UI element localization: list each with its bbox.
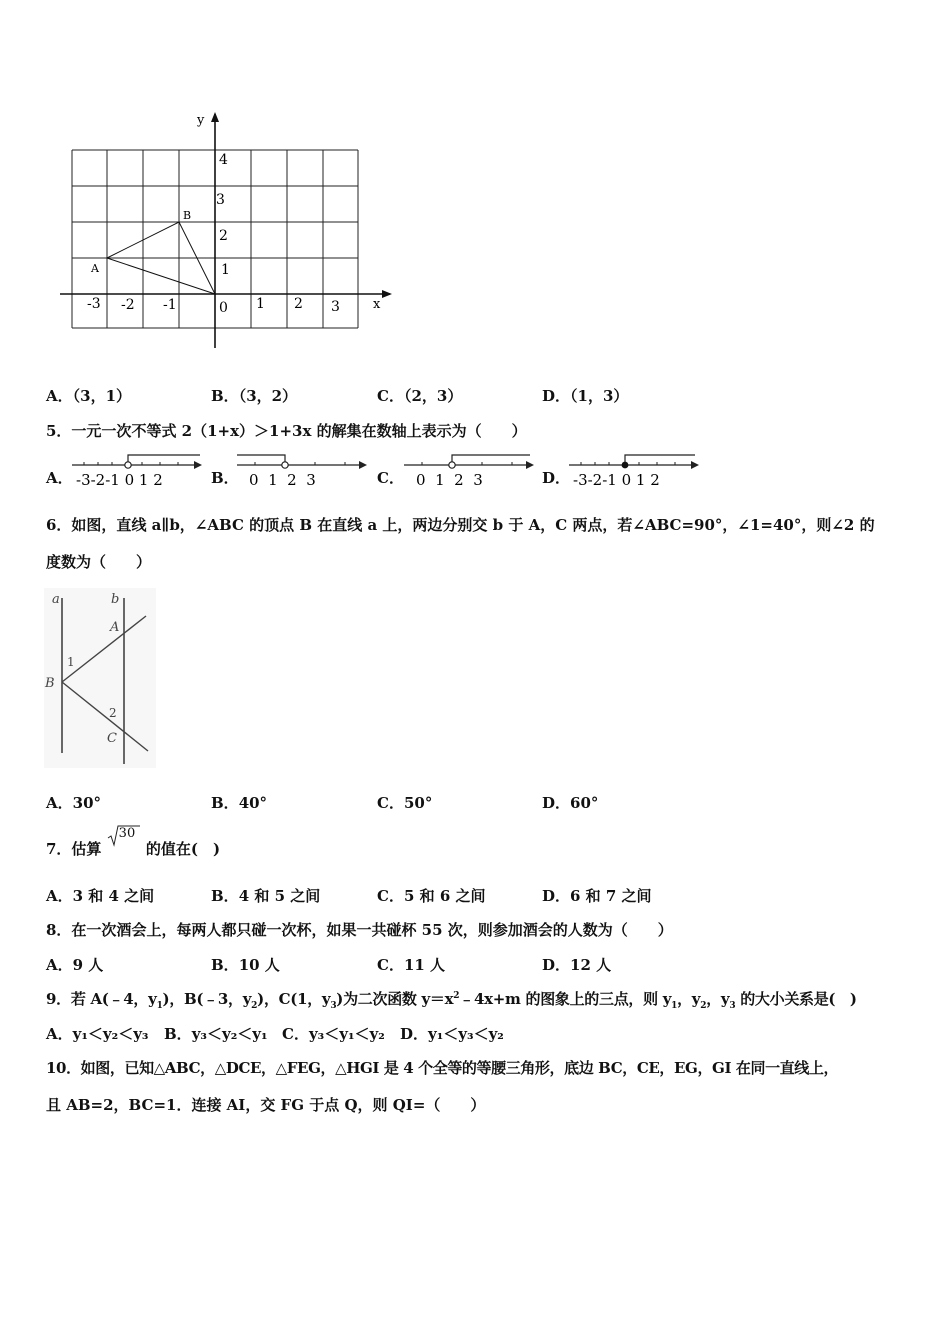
option-letter: A． [46, 887, 73, 905]
option-letter: B． [211, 956, 239, 974]
point-A-label: A [91, 262, 99, 275]
y-axis-label: y [197, 113, 205, 128]
q8-stem: 8．在一次酒会上，每两人都只碰一次杯，如果一共碰杯 55 次，则参加酒会的人数为（ ） [46, 921, 673, 939]
q9-option-d[interactable] [400, 1023, 504, 1044]
q10-stem-line1: 10．如图，已知△ABC，△DCE，△FEG，△HGI 是 4 个全等的等腰三角形，底边 BC，CE，EG，GI 在同一直线上， [46, 1059, 839, 1077]
radicand: 30 [118, 826, 136, 841]
option-text: 9 人 [72, 956, 104, 974]
option-letter: B． [211, 387, 239, 405]
q5-number-line-b[interactable] [235, 452, 370, 490]
option-text: 50° [403, 794, 433, 812]
x-tick-0: 0 [219, 300, 228, 316]
option-letter: A． [46, 387, 73, 405]
option-text: 40° [238, 794, 268, 812]
q9-sub: 1 [671, 1001, 678, 1011]
q4-option-d[interactable] [542, 385, 628, 406]
q9-stem [46, 988, 857, 1011]
label-a: a [52, 592, 60, 607]
x-tick-2: 2 [294, 296, 303, 312]
q6-stem-line2: 度数为（ ） [46, 553, 152, 571]
label-A: A [110, 620, 120, 635]
sqrt-30 [107, 826, 141, 854]
q9-text: )为二次函数 y＝x [336, 990, 454, 1008]
q7-option-a[interactable] [46, 885, 154, 906]
number-line-ticks: 0 1 2 3 [416, 471, 483, 489]
x-axis-label: x [373, 297, 381, 312]
q9-text: )，C(1，y [257, 990, 331, 1008]
number-line-ticks: 0 1 2 3 [249, 471, 316, 489]
q8-option-a[interactable] [46, 954, 103, 975]
option-text: 5 和 6 之间 [403, 887, 486, 905]
y-tick-1: 1 [221, 262, 230, 278]
q6-parallel-lines-figure [44, 588, 156, 768]
x-tick-3: 3 [331, 299, 340, 315]
q9-option-b[interactable] [164, 1023, 268, 1044]
option-letter: C． [377, 887, 404, 905]
x-tick-neg1: -1 [163, 297, 177, 313]
option-letter: D． [542, 794, 571, 812]
label-angle-1: 1 [67, 655, 75, 669]
q10-stem-line2: 且 AB=2，BC=1．连接 AI，交 FG 于点 Q，则 QI=（ ） [46, 1096, 486, 1114]
q5-number-line-d[interactable] [567, 452, 702, 490]
q8-option-b[interactable] [211, 954, 280, 975]
q6-option-a[interactable] [46, 792, 101, 813]
number-line-ticks: -3-2-1 0 1 2 [573, 471, 660, 489]
option-text: y₁＜y₃＜y₂ [428, 1025, 504, 1043]
q5-option-c-letter[interactable]: C． [377, 469, 404, 487]
option-text: 60° [570, 794, 599, 812]
option-letter: D． [542, 387, 571, 405]
option-text: 10 人 [238, 956, 280, 974]
option-letter: D． [400, 1025, 429, 1043]
option-text: 30° [72, 794, 102, 812]
x-tick-neg3: -3 [87, 296, 101, 312]
point-B-label: B [183, 209, 192, 222]
q5-stem: 5．一元一次不等式 2（1+x）＞1+3x 的解集在数轴上表示为（ ） [46, 422, 527, 440]
label-b: b [111, 592, 120, 607]
option-text: y₁＜y₂＜y₃ [72, 1025, 149, 1043]
q6-option-d[interactable] [542, 792, 598, 813]
y-tick-3: 3 [216, 192, 225, 208]
x-axis-arrow [382, 290, 392, 298]
option-text: 4 和 5 之间 [238, 887, 321, 905]
q8-option-d[interactable] [542, 954, 611, 975]
q7-option-d[interactable] [542, 885, 652, 906]
option-text: 11 人 [403, 956, 446, 974]
q4-option-a[interactable] [46, 385, 131, 406]
option-letter: D． [542, 887, 571, 905]
label-B: B [45, 676, 55, 691]
y-tick-2: 2 [219, 228, 228, 244]
q8-option-c[interactable] [377, 954, 445, 975]
label-C: C [107, 731, 117, 746]
q7-prefix: 7．估算 [46, 840, 102, 858]
option-text: （1，3） [570, 387, 629, 405]
q9-text: )，B(﹣3，y [162, 990, 252, 1008]
option-text: 3 和 4 之间 [72, 887, 155, 905]
q6-stem-line1: 6．如图，直线 a∥b，∠ABC 的顶点 B 在直线 a 上，两边分别交 b 于 A，C 两点，若∠ABC=90°，∠1=40°，则∠2 的 [46, 516, 875, 534]
q7-option-c[interactable] [377, 885, 486, 906]
option-letter: C． [377, 956, 404, 974]
q9-text: 9．若 A(﹣4，y [46, 990, 157, 1008]
q5-option-b-letter[interactable]: B． [211, 469, 239, 487]
x-tick-neg2: -2 [121, 297, 135, 313]
q9-sub: 3 [729, 1001, 736, 1011]
option-letter: B． [164, 1025, 192, 1043]
option-text: 12 人 [570, 956, 612, 974]
q9-sub: 2 [700, 1001, 707, 1011]
q9-sub: 3 [330, 1001, 337, 1011]
option-text: （2，3） [403, 387, 463, 405]
q9-sub: 2 [251, 1001, 258, 1011]
q5-number-line-c[interactable] [402, 452, 537, 490]
number-line-ticks: -3-2-1 0 1 2 [76, 471, 163, 489]
x-tick-1: 1 [256, 296, 265, 312]
option-text: （3，2） [238, 387, 298, 405]
option-letter: A． [46, 1025, 73, 1043]
y-tick-4: 4 [219, 152, 228, 168]
q5-option-a-letter[interactable]: A． [46, 469, 73, 487]
option-letter: C． [282, 1025, 309, 1043]
q9-sub: 1 [156, 1001, 163, 1011]
q9-option-a[interactable] [46, 1023, 149, 1044]
q4-option-b[interactable] [211, 385, 297, 406]
q5-option-d-letter[interactable]: D． [542, 469, 571, 487]
q9-text: ，y [677, 990, 701, 1008]
option-letter: A． [46, 794, 73, 812]
q9-text: ，y [706, 990, 730, 1008]
label-angle-2: 2 [109, 706, 117, 720]
q4-option-c[interactable] [377, 385, 462, 406]
option-text: y₃＜y₂＜y₁ [191, 1025, 268, 1043]
option-letter: C． [377, 387, 404, 405]
option-text: 6 和 7 之间 [570, 887, 652, 905]
q5-number-line-a[interactable] [70, 452, 205, 490]
q4-coordinate-figure [55, 108, 400, 353]
q7-option-b[interactable] [211, 885, 320, 906]
q9-text: 的大小关系是( ) [735, 990, 857, 1008]
q9-text: ﹣4x+m 的图象上的三点，则 y [459, 990, 672, 1008]
option-text: y₃＜y₁＜y₂ [308, 1025, 385, 1043]
option-letter: A． [46, 956, 73, 974]
option-letter: D． [542, 956, 571, 974]
q9-option-c[interactable] [282, 1023, 385, 1044]
q7-suffix: 的值在( ) [145, 840, 221, 858]
option-letter: C． [377, 794, 404, 812]
q9-sup: 2 [453, 991, 460, 1001]
q7-stem [46, 826, 221, 859]
option-text: （3，1） [72, 387, 132, 405]
y-axis-arrow [211, 112, 219, 122]
q6-option-c[interactable] [377, 792, 432, 813]
option-letter: B． [211, 887, 239, 905]
q6-option-b[interactable] [211, 792, 267, 813]
option-letter: B． [211, 794, 239, 812]
